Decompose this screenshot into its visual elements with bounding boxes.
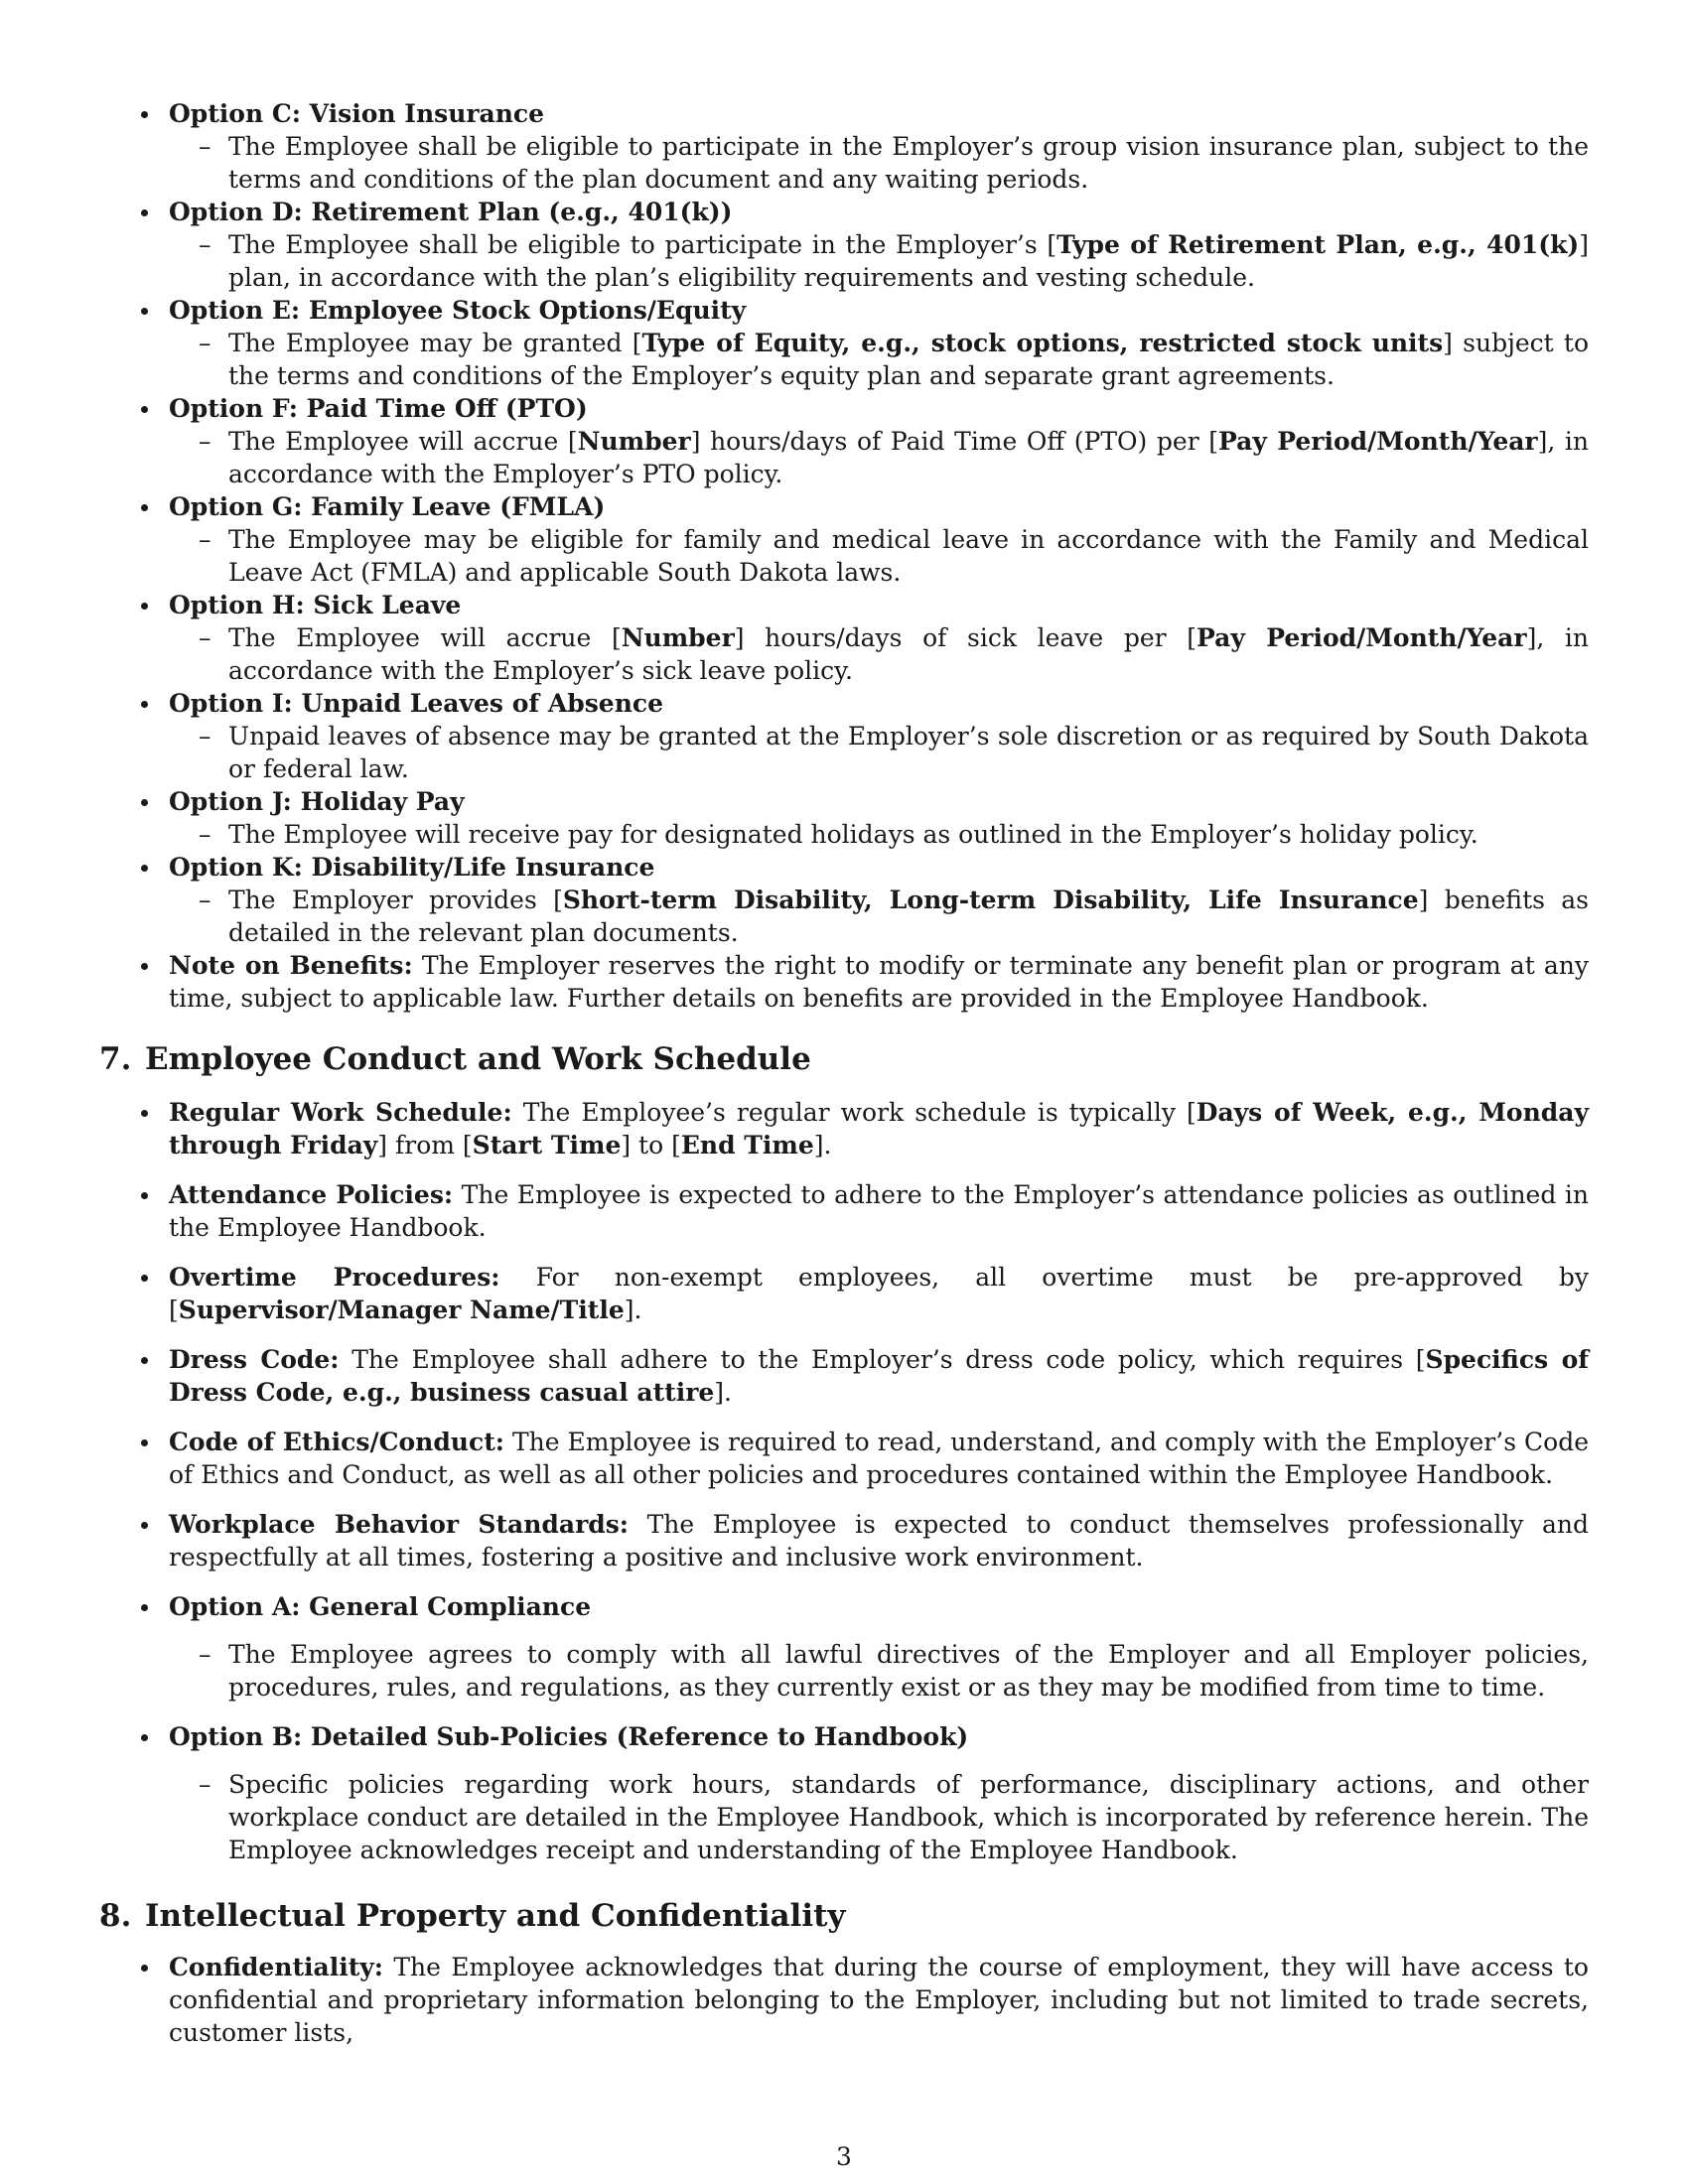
option-detail [99, 130, 1589, 196]
text-run: The Employee is expected to conduct themselves professionally and respectfully at all times, fostering a positive and inclusive work environment. [169, 1510, 1589, 1571]
placeholder-field: Type of Equity, e.g., stock options, restricted stock units [641, 329, 1444, 357]
option-title: Option D: Retirement Plan (e.g., 401(k)) [169, 198, 733, 226]
benefit-option-group [99, 392, 1589, 490]
list-item [99, 1178, 1589, 1244]
text-run: The Employer provides [ [228, 886, 563, 914]
placeholder-field: End Time [680, 1131, 814, 1160]
option-title: Option J: Holiday Pay [169, 787, 465, 816]
sub-item: – The Employee agrees to comply with all lawful directives of the Employer and all Employer policies, procedures, rules, and regulations, as they currently exist or as they may be modified from time to time. [99, 1638, 1589, 1704]
option-details [99, 327, 1589, 392]
option-detail [99, 425, 1589, 490]
section-title: Employee Conduct and Work Schedule [145, 1041, 811, 1077]
placeholder-field: Number [577, 427, 691, 456]
benefit-option [99, 294, 1589, 327]
benefit-option [99, 785, 1589, 818]
option-details [99, 523, 1589, 589]
item-label: Workplace Behavior Standards: [169, 1510, 630, 1539]
benefit-option [99, 490, 1589, 523]
option-details [99, 884, 1589, 949]
sub-item: – Specific policies regarding work hours, standards of performance, disciplinary actions, and other workplace conduct are detailed in the Employee Handbook, which is incorporated by reference herein. The Employee acknowledges receipt and understanding of the Employee Handbook. [99, 1768, 1589, 1866]
list-item [99, 1426, 1589, 1491]
benefits-note [99, 949, 1589, 1015]
option-detail [99, 523, 1589, 589]
item-label: Option B: Detailed Sub-Policies (Reference to Handbook) [169, 1722, 969, 1751]
text-run: ]. [624, 1296, 642, 1324]
section-title: Intellectual Property and Confidentiality [145, 1898, 846, 1934]
option-detail [99, 818, 1589, 851]
text-run: The Employee acknowledges that during the course of employment, they will have access to confidential and proprietary information belonging to the Employer, including but not limited to trade secrets, customer lists, [169, 1953, 1589, 2047]
option-title: Option H: Sick Leave [169, 591, 462, 619]
benefit-option-group [99, 196, 1589, 294]
placeholder-field: Pay Period/Month/Year [1218, 427, 1538, 456]
placeholder-field: Pay Period/Month/Year [1196, 623, 1527, 652]
option-detail [99, 327, 1589, 392]
option-details [99, 228, 1589, 294]
text-run: ]. [714, 1378, 732, 1407]
option-details [99, 621, 1589, 687]
text-run: ] to [ [621, 1131, 681, 1160]
text-run: ] plan, in accordance with the plan’s eligibility requirements and vesting schedule. [228, 230, 1589, 292]
option-detail [99, 228, 1589, 294]
text-run: ]. [813, 1131, 832, 1160]
placeholder-field: Days of Week, e.g., Monday through Friday [169, 1098, 1589, 1160]
text-run: ] subject to the terms and conditions of the Employer’s equity plan and separate grant agreements. [228, 329, 1589, 390]
benefit-option [99, 687, 1589, 720]
benefit-option-group [99, 851, 1589, 949]
option-title: Option E: Employee Stock Options/Equity [169, 296, 747, 325]
text-run: The Employee is required to read, understand, and comply with the Employer’s Code of Ethics and Conduct, as well as all other policies and procedures contained within the Employee Handbook. [169, 1428, 1589, 1489]
list-item [99, 1590, 1589, 1623]
option-details [99, 130, 1589, 196]
text-run: For non-exempt employees, all overtime must be pre-approved by [ [169, 1263, 1589, 1324]
section-number: 8. [99, 1898, 132, 1934]
placeholder-field: Short-term Disability, Long-term Disability, Life Insurance [562, 886, 1419, 914]
item-label: Option A: General Compliance [169, 1592, 592, 1621]
option-title: Option C: Vision Insurance [169, 99, 545, 128]
option-title: Option G: Family Leave (FMLA) [169, 492, 606, 521]
text-run: ], in accordance with the Employer’s sick leave policy. [228, 623, 1589, 685]
placeholder-field: Start Time [472, 1131, 622, 1160]
benefit-option [99, 851, 1589, 884]
text-run: The Employee’s regular work schedule is typically [ [511, 1098, 1196, 1127]
benefit-option [99, 196, 1589, 228]
placeholder-field: Supervisor/Manager Name/Title [178, 1296, 625, 1324]
section-number: 7. [99, 1041, 132, 1077]
text-run: The Employee will receive pay for designated holidays as outlined in the Employer’s holiday policy. [228, 820, 1478, 849]
option-title: Option K: Disability/Life Insurance [169, 853, 655, 882]
text-run: The Employee shall be eligible to participate in the Employer’s group vision insurance plan, subject to the terms and conditions of the plan document and any waiting periods. [228, 132, 1589, 194]
placeholder-field: Specifics of Dress Code, e.g., business casual attire [169, 1345, 1590, 1407]
conduct-list [99, 1096, 1589, 1866]
text-run: The Employee shall adhere to the Employer’s dress code policy, which requires [ [339, 1345, 1426, 1374]
option-details [99, 818, 1589, 851]
item-label: Regular Work Schedule: [169, 1098, 512, 1127]
option-title: Option I: Unpaid Leaves of Absence [169, 689, 664, 718]
option-details [99, 425, 1589, 490]
item-label: Confidentiality: [169, 1953, 384, 1981]
item-label: Attendance Policies: [169, 1180, 454, 1209]
text-run: ] benefits as detailed in the relevant plan documents. [228, 886, 1589, 947]
benefit-option [99, 589, 1589, 621]
text-run: Unpaid leaves of absence may be granted at the Employer’s sole discretion or as required by South Dakota or federal law. [228, 722, 1589, 783]
benefit-options-list [99, 97, 1589, 1015]
text-run: The Employee is expected to adhere to the Employer’s attendance policies as outlined in the Employee Handbook. [169, 1180, 1589, 1242]
list-item [99, 1720, 1589, 1753]
text-run: The Employee will accrue [ [228, 623, 622, 652]
option-detail [99, 884, 1589, 949]
text-run: The Employee may be eligible for family and medical leave in accordance with the Family and Medical Leave Act (FMLA) and applicable South Dakota laws. [228, 525, 1589, 587]
page-number: 3 [836, 2142, 852, 2171]
benefit-option-group [99, 294, 1589, 392]
section-7-heading [99, 1039, 1589, 1079]
list-item [99, 1343, 1589, 1409]
item-label: Code of Ethics/Conduct: [169, 1428, 504, 1456]
placeholder-field: Number [621, 623, 735, 652]
option-title: Option F: Paid Time Off (PTO) [169, 394, 588, 423]
list-item [99, 1261, 1589, 1326]
text-run: ], in accordance with the Employer’s PTO policy. [228, 427, 1590, 488]
text-run: The Employee will accrue [ [228, 427, 578, 456]
benefit-option [99, 97, 1589, 130]
list-item [99, 1951, 1589, 2049]
benefit-option-group [99, 687, 1589, 785]
text-run: ] from [ [377, 1131, 473, 1160]
list-item [99, 1096, 1589, 1161]
document-page [99, 97, 1589, 2049]
text-run: ] hours/days of Paid Time Off (PTO) per [ [690, 427, 1219, 456]
benefit-option-group [99, 97, 1589, 196]
item-label: Overtime Procedures: [169, 1263, 500, 1292]
section-8-heading [99, 1896, 1589, 1936]
text-run: The Employee shall be eligible to participate in the Employer’s [ [228, 230, 1057, 259]
placeholder-field: Type of Retirement Plan, e.g., 401(k) [1056, 230, 1580, 259]
benefit-option-group [99, 785, 1589, 851]
text-run: ] hours/days of sick leave per [ [734, 623, 1196, 652]
note-label: Note on Benefits: [169, 951, 413, 980]
option-detail [99, 621, 1589, 687]
item-label: Dress Code: [169, 1345, 340, 1374]
option-detail [99, 720, 1589, 785]
benefit-option-group [99, 589, 1589, 687]
text-run: The Employee may be granted [ [228, 329, 642, 357]
benefit-option-group [99, 490, 1589, 589]
benefit-option [99, 392, 1589, 425]
ip-list [99, 1951, 1589, 2049]
option-details [99, 720, 1589, 785]
note-text: The Employer reserves the right to modify or terminate any benefit plan or program at any time, subject to applicable law. Further details on benefits are provided in the Employee Handbook. [169, 951, 1589, 1013]
list-item [99, 1508, 1589, 1573]
